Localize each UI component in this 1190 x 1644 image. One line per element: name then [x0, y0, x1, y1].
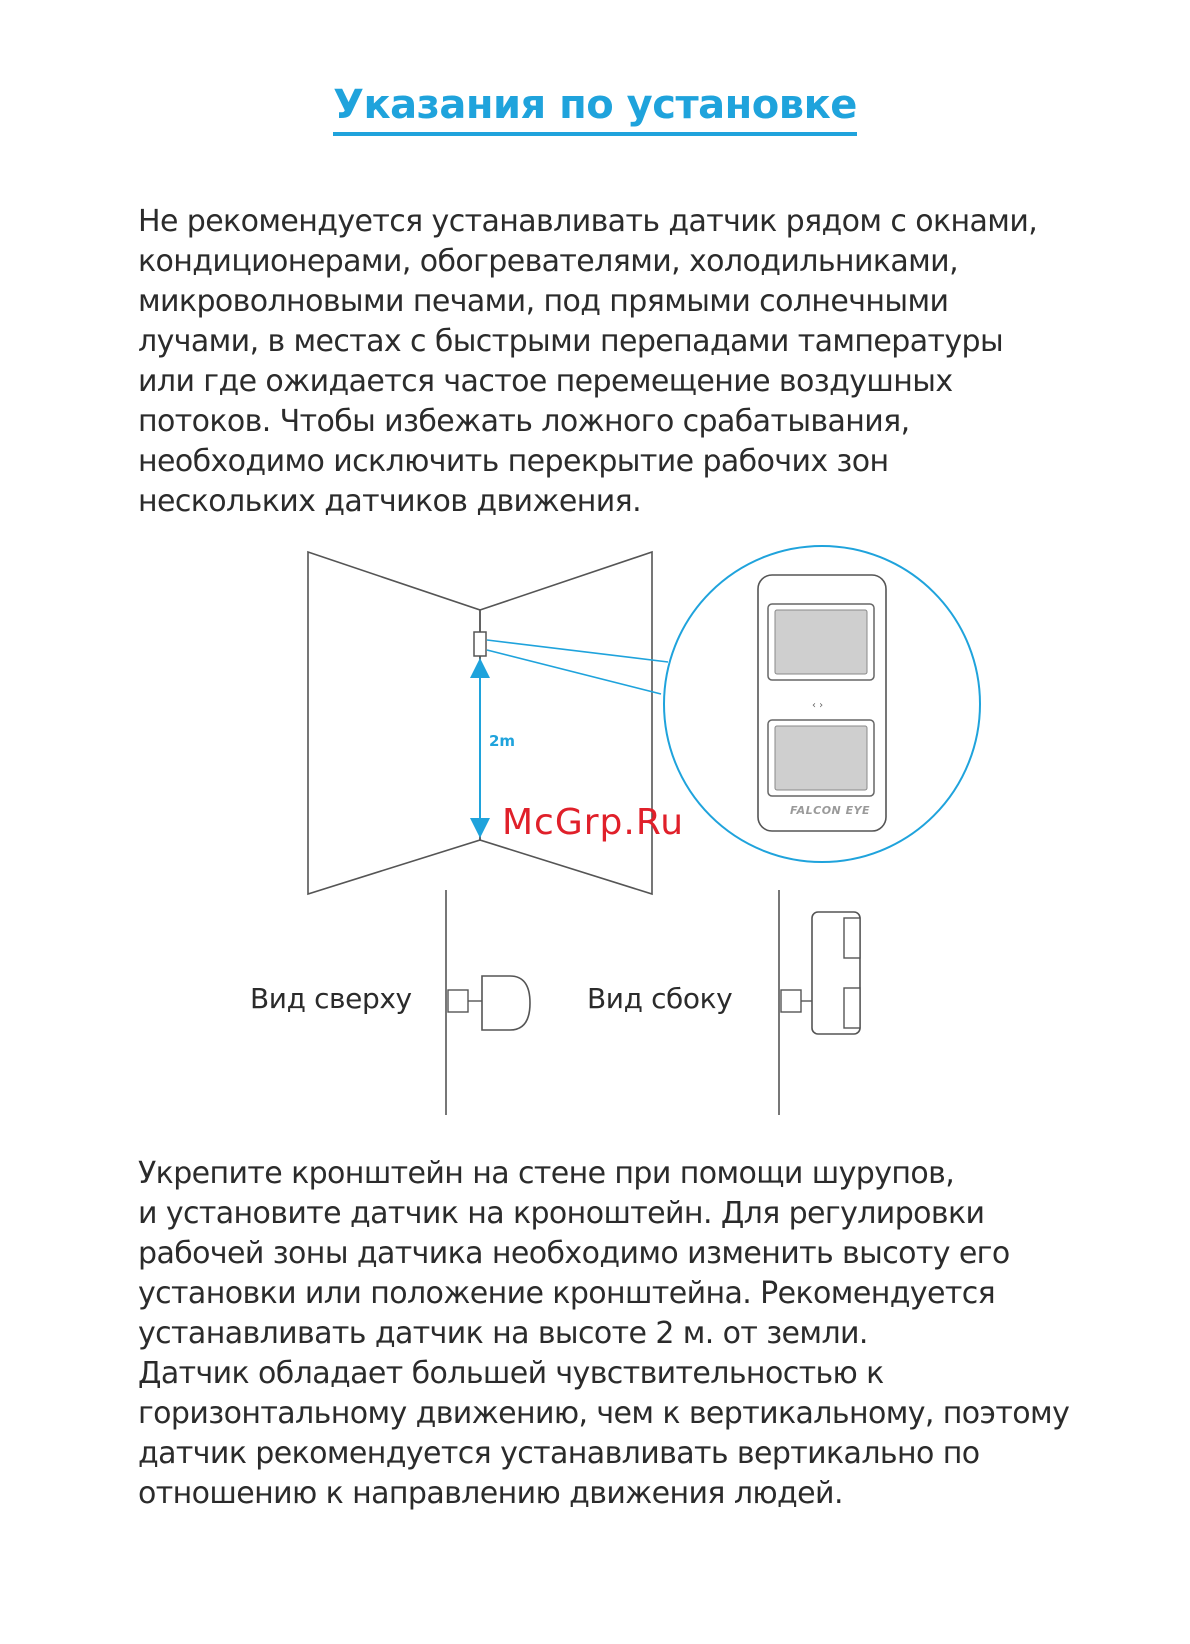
side-view-label: Вид сбоку: [587, 982, 733, 1015]
sensor-lens-top: [775, 610, 867, 674]
intro-line: необходимо исключить перекрытие рабочих зон: [138, 444, 889, 479]
height-label: 2m: [489, 732, 516, 750]
sensor-lens-bottom: [775, 726, 867, 790]
intro-line: нескольких датчиков движения.: [138, 484, 642, 519]
height-arrow-head-up: [470, 658, 490, 678]
intro-line: потоков. Чтобы избежать ложного срабатывания,: [138, 404, 910, 439]
mount-line: отношению к направлению движения людей.: [138, 1476, 843, 1511]
top-view-label: Вид сверху: [250, 982, 412, 1015]
callout-line-upper: [487, 640, 668, 662]
intro-line: микроволновыми печами, под прямыми солнечными: [138, 284, 949, 319]
intro-line: лучами, в местах с быстрыми перепадами тампературы: [138, 324, 1004, 359]
top-view-bracket: [448, 990, 468, 1012]
left-wall: [308, 552, 480, 894]
mount-line: устанавливать датчик на высоте 2 м. от земли.: [138, 1316, 868, 1351]
side-view-lens-top: [844, 918, 860, 958]
page-title-text: Указания по установке: [333, 82, 857, 136]
side-view-bracket: [781, 990, 801, 1012]
mount-line: установки или положение кронштейна. Рекомендуется: [138, 1276, 996, 1311]
sensor-indicator: ‹ ›: [812, 700, 824, 711]
callout-line-lower: [487, 650, 661, 694]
watermark: McGrp.Ru: [502, 802, 685, 843]
side-view-lens-bottom: [844, 988, 860, 1028]
height-arrow-head-down: [470, 818, 490, 838]
mount-line: Укрепите кронштейн на стене при помощи шурупов,: [138, 1156, 955, 1191]
intro-line: или где ожидается частое перемещение воздушных: [138, 364, 953, 399]
intro-line: кондиционерами, обогревателями, холодильниками,: [138, 244, 959, 279]
mounting-paragraph: [138, 1154, 1098, 1514]
mount-line: рабочей зоны датчика необходимо изменить высоту его: [138, 1236, 1010, 1271]
mount-line: и установите датчик на кроноштейн. Для регулировки: [138, 1196, 985, 1231]
intro-line: Не рекомендуется устанавливать датчик рядом с окнами,: [138, 204, 1038, 239]
brand-logo-text: FALCON EYE: [790, 804, 871, 817]
mount-line: горизонтальному движению, чем к вертикальному, поэтому: [138, 1396, 1070, 1431]
top-view-sensor: [482, 976, 530, 1030]
mount-line: Датчик обладает большей чувствительностью к: [138, 1356, 884, 1391]
sensor-on-wall: [474, 632, 486, 656]
mount-line: датчик рекомендуется устанавливать вертикально по: [138, 1436, 980, 1471]
